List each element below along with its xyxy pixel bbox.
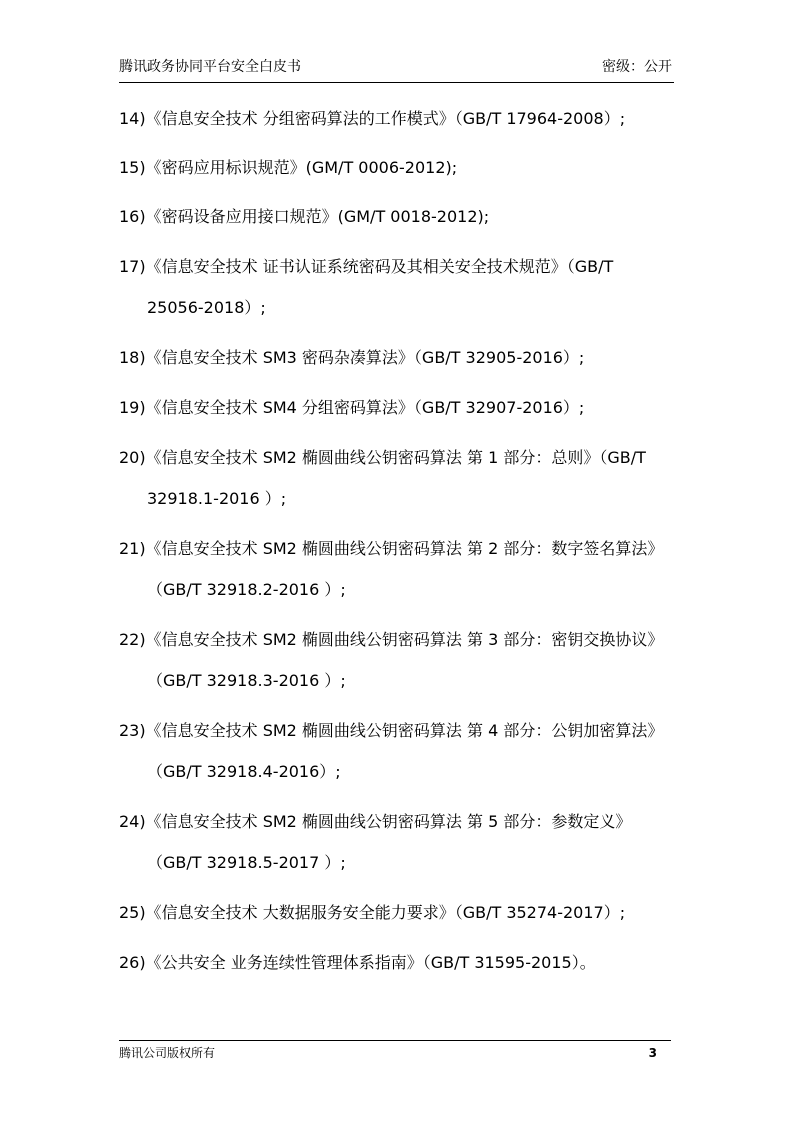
document-title: 腾讯政务协同平台安全白皮书: [119, 59, 301, 75]
reference-item-20-continuation: 32918.1-2016 ）;: [147, 489, 287, 508]
reference-item-26: 26)《公共安全 业务连续性管理体系指南》（GB/T 31595-2015）。: [119, 953, 596, 972]
reference-item-22: 22)《信息安全技术 SM2 椭圆曲线公钥密码算法 第 3 部分：密钥交换协议》: [119, 630, 664, 649]
classification-label: 密级：公开: [602, 59, 672, 75]
reference-item-21: 21)《信息安全技术 SM2 椭圆曲线公钥密码算法 第 2 部分：数字签名算法》: [119, 539, 664, 558]
reference-item-21-continuation: （GB/T 32918.2-2016 ）;: [147, 580, 346, 599]
page-footer: [119, 1040, 671, 1063]
reference-item-14: 14)《信息安全技术 分组密码算法的工作模式》（GB/T 17964-2008）;: [119, 109, 626, 128]
reference-item-17: 17)《信息安全技术 证书认证系统密码及其相关安全技术规范》（GB/T: [119, 257, 614, 276]
reference-item-19: 19)《信息安全技术 SM4 分组密码算法》（GB/T 32907-2016）;: [119, 398, 585, 417]
page-header: [119, 56, 674, 83]
reference-item-22-continuation: （GB/T 32918.3-2016 ）;: [147, 671, 346, 690]
reference-item-24: 24)《信息安全技术 SM2 椭圆曲线公钥密码算法 第 5 部分：参数定义》: [119, 812, 632, 831]
reference-item-15: 15)《密码应用标识规范》(GM/T 0006-2012);: [119, 158, 458, 177]
reference-item-18: 18)《信息安全技术 SM3 密码杂凑算法》（GB/T 32905-2016）;: [119, 348, 585, 367]
reference-item-24-continuation: （GB/T 32918.5-2017 ）;: [147, 853, 346, 872]
reference-item-20: 20)《信息安全技术 SM2 椭圆曲线公钥密码算法 第 1 部分：总则》（GB/T: [119, 448, 646, 467]
reference-item-17-continuation: 25056-2018）;: [147, 298, 266, 317]
page-number: 3: [648, 1046, 657, 1060]
reference-item-23-continuation: （GB/T 32918.4-2016）;: [147, 762, 341, 781]
copyright-notice: 腾讯公司版权所有: [119, 1046, 216, 1060]
reference-item-25: 25)《信息安全技术 大数据服务安全能力要求》（GB/T 35274-2017）;: [119, 903, 626, 922]
reference-item-23: 23)《信息安全技术 SM2 椭圆曲线公钥密码算法 第 4 部分：公钥加密算法》: [119, 721, 664, 740]
reference-item-16: 16)《密码设备应用接口规范》(GM/T 0018-2012);: [119, 207, 490, 226]
